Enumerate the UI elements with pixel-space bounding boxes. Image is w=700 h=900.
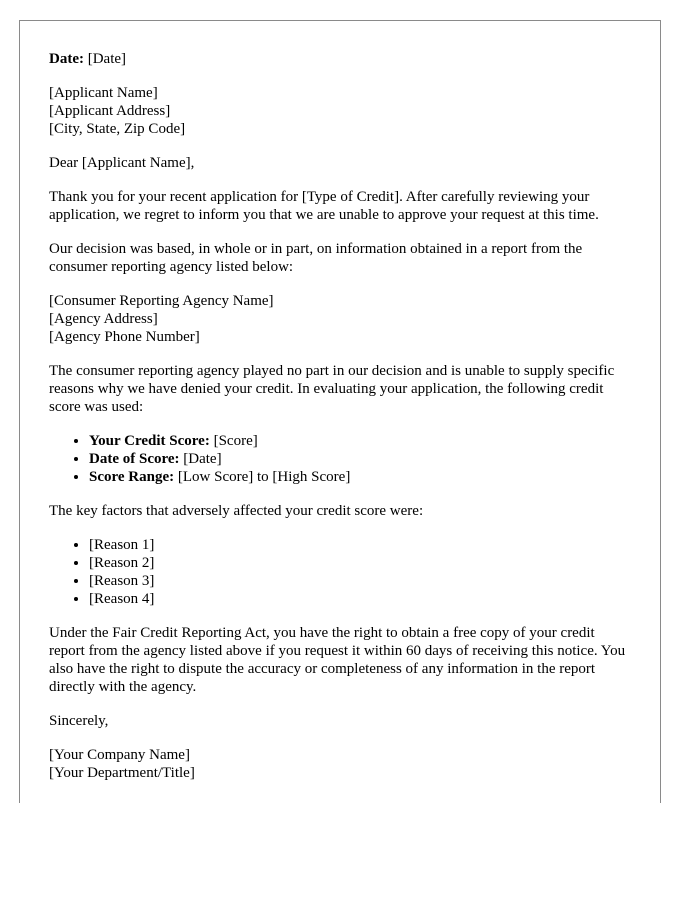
decision-basis-paragraph: Our decision was based, in whole or in part, on information obtained in a report from the consumer reporting agency listed below: [49, 241, 583, 275]
score-range-label: Score Range: [89, 469, 175, 485]
applicant-address: [Applicant Address] [49, 103, 171, 119]
agency-name: [Consumer Reporting Agency Name] [49, 293, 274, 309]
score-range-item [89, 468, 631, 486]
date-value: [Date] [87, 51, 127, 67]
factors-intro-paragraph: The key factors that adversely affected your credit score were: [49, 503, 424, 519]
reasons-list [49, 536, 631, 608]
rights-paragraph: Under the Fair Credit Reporting Act, you have the right to obtain a free copy of your credit report from the agency listed above if you request it within 60 days of receiving this notice. You also have the right to dispute the accuracy or completeness of any information in the report directly with the agency. [49, 625, 626, 695]
credit-score-value: [Score] [213, 433, 258, 449]
credit-score-item [89, 432, 631, 450]
agency-role-paragraph: The consumer reporting agency played no part in our decision and is unable to supply specific reasons why we have denied your credit. In evaluating your application, the following credit score was used: [49, 363, 615, 415]
reason-item-3: • [Reason 3] [89, 572, 631, 590]
credit-score-label: Your Credit Score: [89, 433, 210, 449]
signature-department: [Your Department/Title] [49, 765, 195, 781]
agency-phone: [Agency Phone Number] [49, 329, 200, 345]
applicant-address-block [49, 84, 631, 138]
score-date-item [89, 450, 631, 468]
reason-item-4: • [Reason 4] [89, 590, 631, 608]
score-range-value: [Low Score] to [High Score] [177, 469, 351, 485]
applicant-name: [Applicant Name] [49, 85, 158, 101]
closing: Sincerely, [49, 713, 109, 729]
signature-block [49, 746, 631, 782]
score-date-label: Date of Score: [89, 451, 180, 467]
letter-document [19, 20, 661, 803]
credit-score-list [49, 432, 631, 486]
date-line [49, 50, 631, 68]
intro-paragraph: Thank you for your recent application for [Type of Credit]. After carefully reviewing your application, we regret to inform you that we are unable to approve your request at this time. [49, 189, 599, 223]
reason-item-1: • [Reason 1] [89, 536, 631, 554]
salutation: Dear [Applicant Name], [49, 155, 195, 171]
score-date-value: [Date] [183, 451, 222, 467]
date-label: Date: [49, 51, 84, 67]
agency-address-block [49, 292, 631, 346]
signature-company: [Your Company Name] [49, 747, 190, 763]
reason-item-2: • [Reason 2] [89, 554, 631, 572]
applicant-city-state-zip: [City, State, Zip Code] [49, 121, 186, 137]
agency-address: [Agency Address] [49, 311, 158, 327]
